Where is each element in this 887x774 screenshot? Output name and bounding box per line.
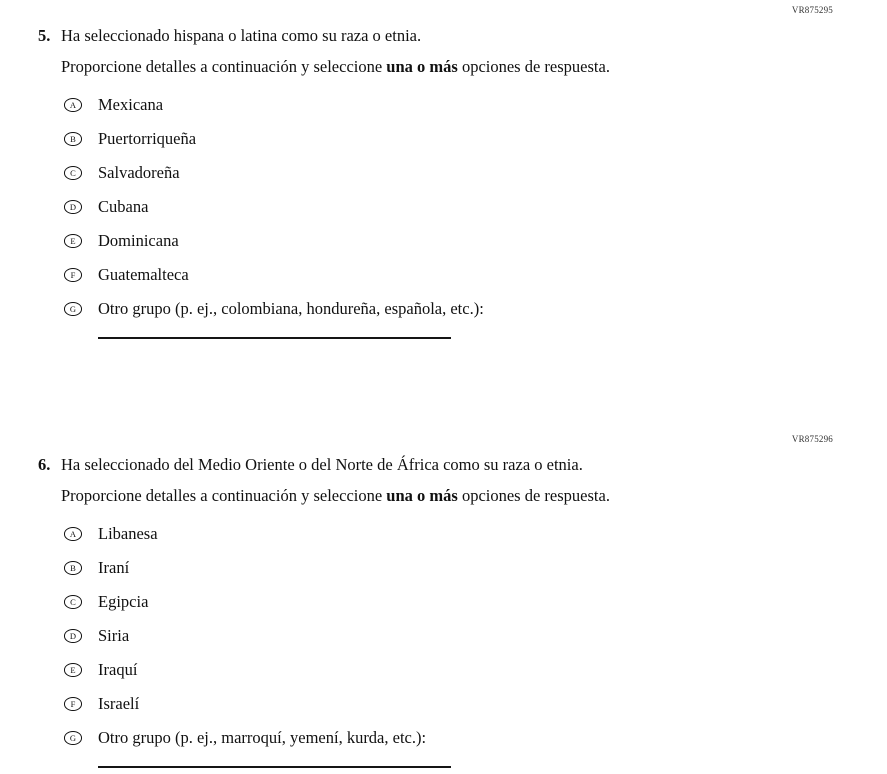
option-label: Cubana <box>98 197 149 216</box>
question-5-heading <box>0 25 887 46</box>
option-label: Guatemalteca <box>98 265 189 284</box>
answer-bubble-a-icon[interactable]: A <box>64 527 82 541</box>
option-label: Dominicana <box>98 231 179 250</box>
option-row-d[interactable] <box>0 190 887 224</box>
option-row-f[interactable] <box>0 258 887 292</box>
option-label: Egipcia <box>98 592 149 611</box>
question-5-number: 5. <box>38 26 51 45</box>
answer-bubble-f-icon[interactable]: F <box>64 697 82 711</box>
question-5-block <box>0 0 887 339</box>
option-row-d[interactable] <box>0 619 887 653</box>
question-6-heading <box>0 454 887 475</box>
answer-bubble-e-icon[interactable]: E <box>64 663 82 677</box>
write-in-line[interactable] <box>98 337 451 339</box>
option-row-g[interactable] <box>0 721 887 755</box>
question-6-prompt: Ha seleccionado del Medio Oriente o del Norte de África como su raza o etnia. <box>61 455 583 474</box>
question-6-instruction <box>0 485 887 506</box>
question-5-code: VR875295 <box>791 5 833 15</box>
answer-bubble-g-icon[interactable]: G <box>64 302 82 316</box>
answer-bubble-c-icon[interactable]: C <box>64 595 82 609</box>
option-label: Otro grupo (p. ej., colombiana, hondureña, española, etc.): <box>98 299 484 318</box>
option-label: Libanesa <box>98 524 158 543</box>
instruction-prefix: Proporcione detalles a continuación y seleccione <box>61 57 387 76</box>
instruction-prefix: Proporcione detalles a continuación y seleccione <box>61 486 387 505</box>
answer-bubble-e-icon[interactable]: E <box>64 234 82 248</box>
question-5-prompt: Ha seleccionado hispana o latina como su raza o etnia. <box>61 26 422 45</box>
option-row-a[interactable] <box>0 517 887 551</box>
option-row-c[interactable] <box>0 585 887 619</box>
answer-bubble-d-icon[interactable]: D <box>64 629 82 643</box>
answer-bubble-g-icon[interactable]: G <box>64 731 82 745</box>
answer-bubble-a-icon[interactable]: A <box>64 98 82 112</box>
option-label: Salvadoreña <box>98 163 180 182</box>
answer-bubble-b-icon[interactable]: B <box>64 132 82 146</box>
question-5-options <box>0 88 887 339</box>
instruction-bold: una o más <box>386 57 458 76</box>
answer-bubble-c-icon[interactable]: C <box>64 166 82 180</box>
option-row-b[interactable] <box>0 551 887 585</box>
answer-bubble-b-icon[interactable]: B <box>64 561 82 575</box>
option-label: Israelí <box>98 694 140 713</box>
instruction-suffix: opciones de respuesta. <box>457 486 610 505</box>
option-label: Iraní <box>98 558 130 577</box>
instruction-suffix: opciones de respuesta. <box>457 57 610 76</box>
option-label: Puertorriqueña <box>98 129 197 148</box>
option-row-c[interactable] <box>0 156 887 190</box>
question-6-options <box>0 517 887 768</box>
option-label: Otro grupo (p. ej., marroquí, yemení, kurda, etc.): <box>98 728 427 747</box>
option-row-a[interactable] <box>0 88 887 122</box>
option-label: Mexicana <box>98 95 164 114</box>
write-in-line[interactable] <box>98 766 451 768</box>
instruction-bold: una o más <box>386 486 458 505</box>
question-6-code: VR875296 <box>791 434 833 444</box>
option-row-e[interactable] <box>0 653 887 687</box>
option-label: Iraquí <box>98 660 138 679</box>
question-6-block <box>0 429 887 768</box>
option-row-e[interactable] <box>0 224 887 258</box>
question-6-number: 6. <box>38 455 51 474</box>
answer-bubble-d-icon[interactable]: D <box>64 200 82 214</box>
answer-bubble-f-icon[interactable]: F <box>64 268 82 282</box>
option-row-b[interactable] <box>0 122 887 156</box>
question-5-instruction <box>0 56 887 77</box>
option-row-g[interactable] <box>0 292 887 326</box>
option-label: Siria <box>98 626 130 645</box>
option-row-f[interactable] <box>0 687 887 721</box>
